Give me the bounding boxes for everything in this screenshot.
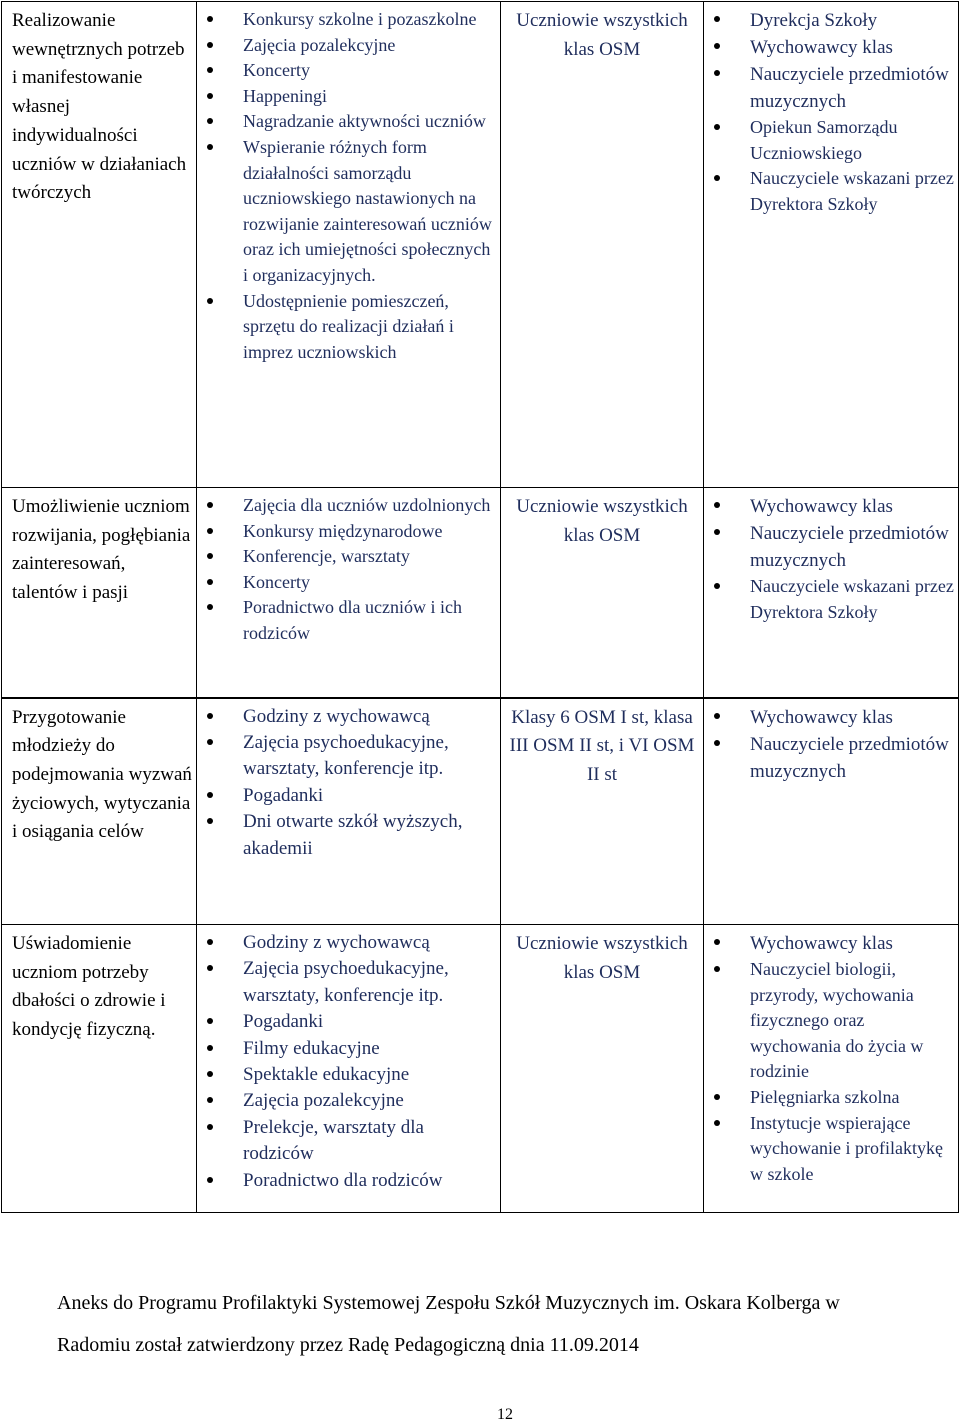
responsible-item: Nauczyciele przedmiotów muzycznych — [706, 731, 954, 785]
aim-cell — [2, 698, 197, 925]
responsible-item: Nauczyciel biologii, przyrody, wychowania fizycznego oraz wychowania do życia w rodzinie — [706, 957, 954, 1085]
responsible-item: Nauczyciele wskazani przez Dyrektora Szkoły — [706, 574, 954, 625]
page-number: 12 — [497, 1406, 513, 1423]
aim-text: Umożliwienie uczniom rozwijania, pogłębiania zainteresowań, talentów i pasji — [12, 496, 191, 604]
task-item: Koncerty — [199, 58, 494, 84]
task-item: Zajęcia pozalekcyjne — [199, 1088, 494, 1114]
task-item: Pogadanki — [199, 783, 494, 809]
task-item: Spektakle edukacyjne — [199, 1062, 494, 1088]
responsible-item: Wychowawcy klas — [706, 34, 954, 61]
task-item: Poradnictwo dla uczniów i ich rodziców — [199, 595, 494, 646]
participants-text: Uczniowie wszystkich klas OSM — [516, 496, 688, 546]
task-item: Zajęcia psychoedukacyjne, warsztaty, konferencje itp. — [199, 956, 494, 1009]
responsible-item: Opiekun Samorządu Uczniowskiego — [706, 115, 954, 166]
table-row — [2, 698, 959, 925]
table-row — [2, 2, 959, 488]
task-item: Konferencje, warsztaty — [199, 544, 494, 570]
aim-text: Przygotowanie młodzieży do podejmowania wyzwań życiowych, wytyczania i osiągania celów — [12, 706, 192, 843]
task-item: Godziny z wychowawcą — [199, 930, 494, 956]
task-item: Zajęcia psychoedukacyjne, warsztaty, konferencje itp. — [199, 730, 494, 783]
responsible-item: Instytucje wspierające wychowanie i profilaktykę w szkole — [706, 1111, 954, 1188]
responsible-cell — [704, 488, 959, 698]
task-item: Konkursy międzynarodowe — [199, 519, 494, 545]
aim-cell — [2, 2, 197, 488]
tasks-cell — [197, 698, 501, 925]
task-item: Udostępnienie pomieszczeń, sprzętu do realizacji działań i imprez uczniowskich — [199, 289, 494, 366]
task-item: Nagradzanie aktywności uczniów — [199, 109, 494, 135]
responsible-cell — [704, 698, 959, 925]
tasks-cell — [197, 2, 501, 488]
task-item: Zajęcia pozalekcyjne — [199, 33, 494, 59]
tasks-cell — [197, 488, 501, 698]
responsible-cell — [704, 2, 959, 488]
responsible-item: Wychowawcy klas — [706, 493, 954, 520]
task-item: Konkursy szkolne i pozaszkolne — [199, 7, 494, 33]
participants-text: Uczniowie wszystkich klas OSM — [516, 933, 688, 983]
task-item: Filmy edukacyjne — [199, 1036, 494, 1062]
participants-cell — [501, 2, 704, 488]
responsible-item: Wychowawcy klas — [706, 704, 954, 731]
tasks-cell — [197, 925, 501, 1213]
participants-cell — [501, 488, 704, 698]
annex-note: Aneks do Programu Profilaktyki Systemowej Zespołu Szkół Muzycznych im. Oskara Kolberga w Radomiu został zatwierdzony przez Radę Pedagogiczną dnia 11.09.2014 — [57, 1292, 840, 1356]
task-item: Koncerty — [199, 570, 494, 596]
responsible-item: Nauczyciele przedmiotów muzycznych — [706, 61, 954, 115]
responsible-item: Nauczyciele wskazani przez Dyrektora Szkoły — [706, 166, 954, 217]
table-row — [2, 488, 959, 698]
aim-text: Uświadomienie uczniom potrzeby dbałości o zdrowie i kondycję fizyczną. — [12, 933, 166, 1041]
task-item: Happeningi — [199, 84, 494, 110]
task-item: Dni otwarte szkół wyższych, akademii — [199, 809, 494, 862]
responsible-cell — [704, 925, 959, 1213]
participants-cell — [501, 698, 704, 925]
task-item: Godziny z wychowawcą — [199, 704, 494, 730]
table-row — [2, 925, 959, 1213]
participants-cell — [501, 925, 704, 1213]
task-item: Poradnictwo dla rodziców — [199, 1168, 494, 1194]
participants-text: Uczniowie wszystkich klas OSM — [516, 10, 688, 60]
task-item: Wspieranie różnych form działalności samorządu uczniowskiego nastawionych na rozwijanie zainteresowań uczniów oraz ich umiejętności społecznych i organizacyjnych. — [199, 135, 494, 289]
participants-text: Klasy 6 OSM I st, klasa III OSM II st, i VI OSM II st — [509, 706, 695, 785]
responsible-item: Dyrekcja Szkoły — [706, 7, 954, 34]
task-item: Prelekcje, warsztaty dla rodziców — [199, 1115, 494, 1168]
aim-cell — [2, 925, 197, 1213]
aim-cell — [2, 488, 197, 698]
task-item: Pogadanki — [199, 1009, 494, 1035]
aim-text: Realizowanie wewnętrznych potrzeb i manifestowanie własnej indywidualności uczniów w działaniach twórczych — [12, 10, 187, 204]
program-table — [1, 1, 959, 1213]
responsible-item: Pielęgniarka szkolna — [706, 1085, 954, 1111]
responsible-item: Nauczyciele przedmiotów muzycznych — [706, 520, 954, 574]
task-item: Zajęcia dla uczniów uzdolnionych — [199, 493, 494, 519]
responsible-item: Wychowawcy klas — [706, 930, 954, 957]
